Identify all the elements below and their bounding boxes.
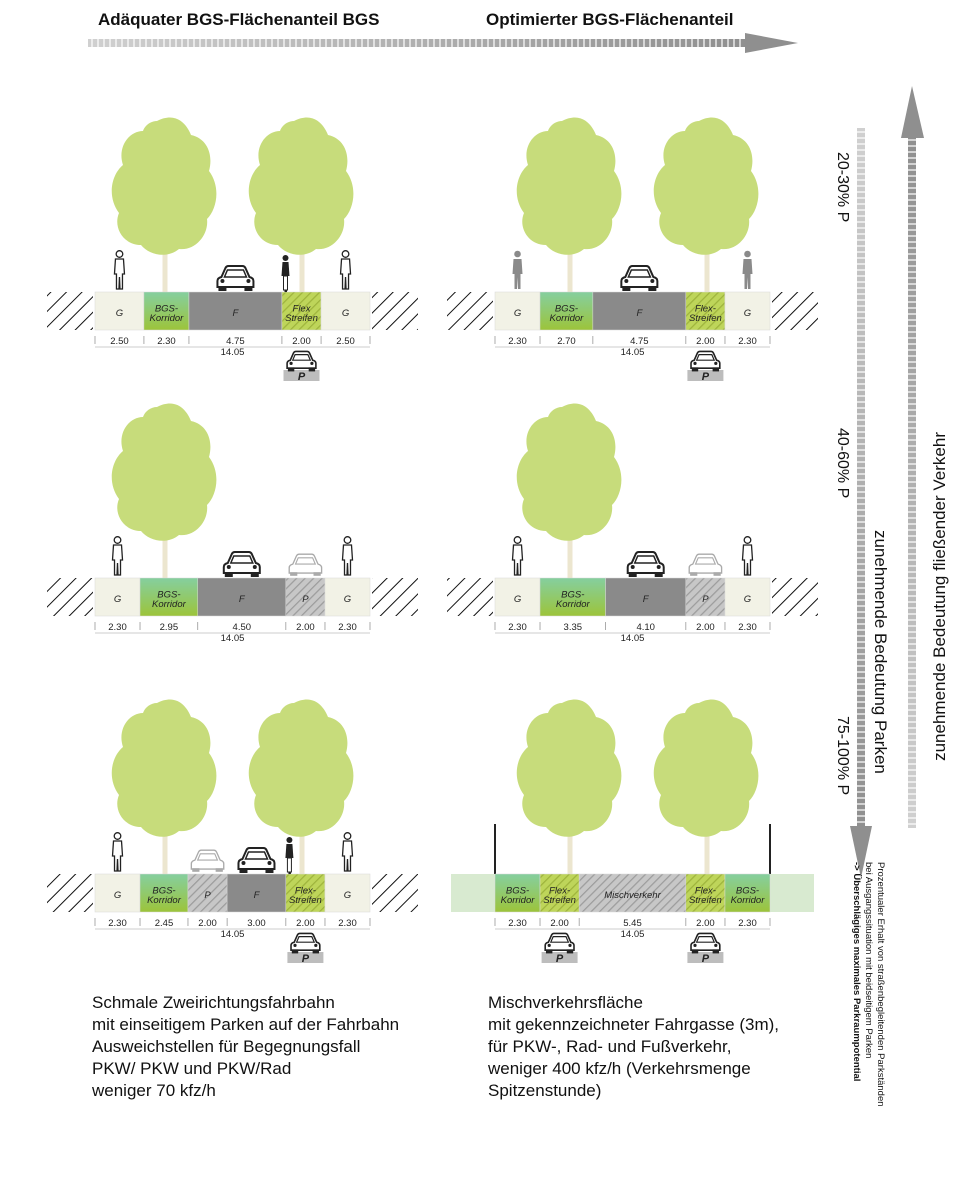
parking-label: P [701, 371, 710, 383]
parking-car-icon [691, 351, 720, 371]
segment-width: 4.75 [630, 336, 649, 347]
total-width: 14.05 [220, 929, 245, 940]
parked-car-icon [289, 554, 321, 576]
label-parking-40-60: 40-60% P [834, 428, 851, 499]
segment-width: 2.00 [696, 918, 715, 929]
segment-width: 2.30 [338, 918, 357, 929]
arrow-shaft [88, 39, 748, 47]
segment-label: G [113, 890, 122, 901]
segment-width: 2.00 [292, 336, 311, 347]
tree [517, 700, 622, 837]
segment-width: 2.00 [696, 622, 715, 633]
pedestrian-icon [342, 833, 352, 871]
parking-label: P [297, 371, 306, 383]
segment-label: G [113, 594, 122, 605]
segment-width: 2.30 [738, 918, 757, 929]
parking-axis-arrow [850, 128, 872, 878]
segment-width: 2.45 [154, 918, 174, 929]
parking-car-icon [291, 933, 320, 953]
pedestrian-icon [113, 537, 123, 575]
tree [517, 404, 622, 541]
segment-width: 2.50 [110, 336, 129, 347]
segment-width: 2.00 [696, 336, 715, 347]
pedestrian-icon [742, 537, 752, 575]
segment-label: P [204, 890, 211, 901]
parking-label: P [301, 953, 310, 965]
car-icon [217, 266, 253, 291]
plaza-edge-left [451, 874, 495, 912]
segment-width: 4.50 [232, 622, 252, 633]
segment-label: G [115, 308, 124, 319]
plaza-edge-right [770, 874, 814, 912]
pedestrian-icon [114, 251, 124, 289]
building-edge-left [47, 874, 93, 912]
header-right: Optimierter BGS-Flächenanteil [486, 10, 734, 29]
total-width: 14.05 [620, 347, 645, 358]
car-icon [621, 266, 657, 291]
total-width: 14.05 [620, 633, 645, 644]
segment-width: 2.00 [296, 622, 315, 633]
segment-label: BGS-Korridor [149, 303, 184, 324]
parking-note [850, 862, 886, 1107]
segment-width: 2.30 [508, 918, 527, 929]
building-edge-left [47, 578, 93, 616]
tree [249, 700, 354, 837]
segment-width: 4.75 [226, 336, 245, 347]
segment-label: Flex-Streifen [289, 885, 322, 906]
building-edge-right [372, 292, 418, 330]
cross-section-s2 [447, 118, 818, 383]
building-edge-right [772, 292, 818, 330]
car-icon [224, 552, 260, 577]
segment-width: 2.30 [738, 336, 757, 347]
arrow-head-right [745, 33, 798, 53]
segment-label: G [513, 594, 522, 605]
segment-label: F [253, 890, 260, 901]
cyclist-icon [285, 837, 293, 874]
tree [654, 700, 759, 837]
segment-width: 2.30 [508, 622, 527, 633]
segment-width: 5.45 [623, 918, 642, 929]
segment-label: F [238, 594, 245, 605]
note-line-1: Prozentualer Erhalt von straßenbegleitenden Parkständen [875, 862, 886, 1107]
segment-label: P [702, 594, 709, 605]
tree [112, 700, 217, 837]
segment-width: 2.00 [550, 918, 569, 929]
building-edge-right [372, 874, 418, 912]
pedestrian-icon [742, 251, 752, 289]
pedestrian-icon [513, 251, 523, 289]
parking-label: P [701, 953, 710, 965]
parking-label: P [555, 953, 564, 965]
cross-section-s4 [447, 404, 818, 644]
segment-width: 4.10 [636, 622, 655, 633]
tree [112, 404, 217, 541]
building-edge-left [447, 292, 493, 330]
building-edge-right [372, 578, 418, 616]
segment-label: BGS-Korridor [147, 885, 181, 906]
arrow-shaft [857, 128, 865, 828]
parking-car-icon [287, 351, 316, 371]
parking-car-icon [545, 933, 574, 953]
segment-label: BGS-Korridor [730, 885, 765, 906]
arrow-head-up [901, 86, 924, 138]
traffic-axis-arrow [901, 86, 924, 828]
tree [112, 118, 217, 255]
segment-label: BGS-Korridor [151, 589, 186, 610]
segment-width: 2.50 [336, 336, 355, 347]
segment-width: 2.30 [108, 622, 127, 633]
segment-label: Flex-Streifen [689, 303, 722, 324]
segment-label: BGS-Korridor [500, 885, 535, 906]
segment-label: G [743, 308, 752, 319]
note-line-3: -> Überschlägiges maximales Parkraumpotential [851, 862, 862, 1082]
segment-label: Flex-Streifen [689, 885, 722, 906]
segment-width: 3.35 [563, 622, 583, 633]
segment-width: 2.00 [198, 918, 217, 929]
segment-label: G [343, 594, 352, 605]
car-icon [238, 848, 274, 873]
pedestrian-icon [341, 251, 351, 289]
segment-label: F [636, 308, 643, 319]
label-parking-75-100: 75-100% P [834, 716, 851, 796]
parking-car-icon [691, 933, 720, 953]
cross-section-s5 [47, 700, 418, 965]
segment-label: Flex-Streifen [543, 885, 576, 906]
caption-right: Mischverkehrsfläche mit gekennzeichneter Fahrgasse (3m), für PKW-, Rad- und Fußverkehr, weniger 400 kfz/h (Verkehrsmenge Spitzenstunde) [488, 993, 780, 1100]
label-parking-axis: zunehmende Bedeutung Parken [871, 530, 890, 774]
note-line-2: bei Ausgangssituation mit beidseitigem Parken [863, 862, 874, 1059]
parked-car-icon [191, 850, 223, 872]
pedestrian-icon [513, 537, 523, 575]
parked-car-icon [689, 554, 721, 576]
segment-width: 2.95 [159, 622, 179, 633]
direction-arrow-right [88, 33, 798, 53]
cross-section-s6 [451, 700, 814, 965]
segment-width: 2.70 [557, 336, 576, 347]
segment-width: 2.00 [296, 918, 315, 929]
building-edge-right [772, 578, 818, 616]
segment-label: F [232, 308, 239, 319]
tree [654, 118, 759, 255]
cyclist-icon [281, 255, 289, 292]
cross-section-s1 [47, 118, 418, 383]
segment-width: 2.30 [338, 622, 357, 633]
header-left: Adäquater BGS-Flächenanteil BGS [98, 10, 380, 29]
pedestrian-icon [113, 833, 123, 871]
segment-width: 2.30 [108, 918, 127, 929]
caption-left: Schmale Zweirichtungsfahrbahn mit einseitigem Parken auf der Fahrbahn Ausweichstellen für Begegnungsfall PKW/ PKW und PKW/Rad weniger 70 kfz/h [92, 993, 400, 1100]
tree [249, 118, 354, 255]
segment-label: Mischverkehr [604, 890, 661, 901]
tree [517, 118, 622, 255]
segment-label: G [743, 594, 752, 605]
segment-label: G [343, 890, 352, 901]
building-edge-left [47, 292, 93, 330]
segment-label: P [302, 594, 309, 605]
segment-width: 3.00 [247, 918, 266, 929]
segment-label: G [513, 308, 522, 319]
segment-label: F [642, 594, 649, 605]
label-traffic-axis: zunehmende Bedeutung fließender Verkehr [930, 432, 949, 761]
segment-width: 2.30 [508, 336, 527, 347]
label-parking-20-30: 20-30% P [834, 152, 851, 223]
car-icon [628, 552, 664, 577]
segment-width: 2.30 [157, 336, 176, 347]
total-width: 14.05 [220, 633, 245, 644]
total-width: 14.05 [220, 347, 245, 358]
segment-label: BGS-Korridor [549, 303, 584, 324]
total-width: 14.05 [620, 929, 645, 940]
segment-label: G [341, 308, 350, 319]
segment-label: Flex Streifen [285, 303, 318, 324]
cross-section-s3 [47, 404, 418, 644]
segment-label: BGS-Korridor [555, 589, 590, 610]
segment-width: 2.30 [738, 622, 757, 633]
building-edge-left [447, 578, 493, 616]
pedestrian-icon [342, 537, 352, 575]
